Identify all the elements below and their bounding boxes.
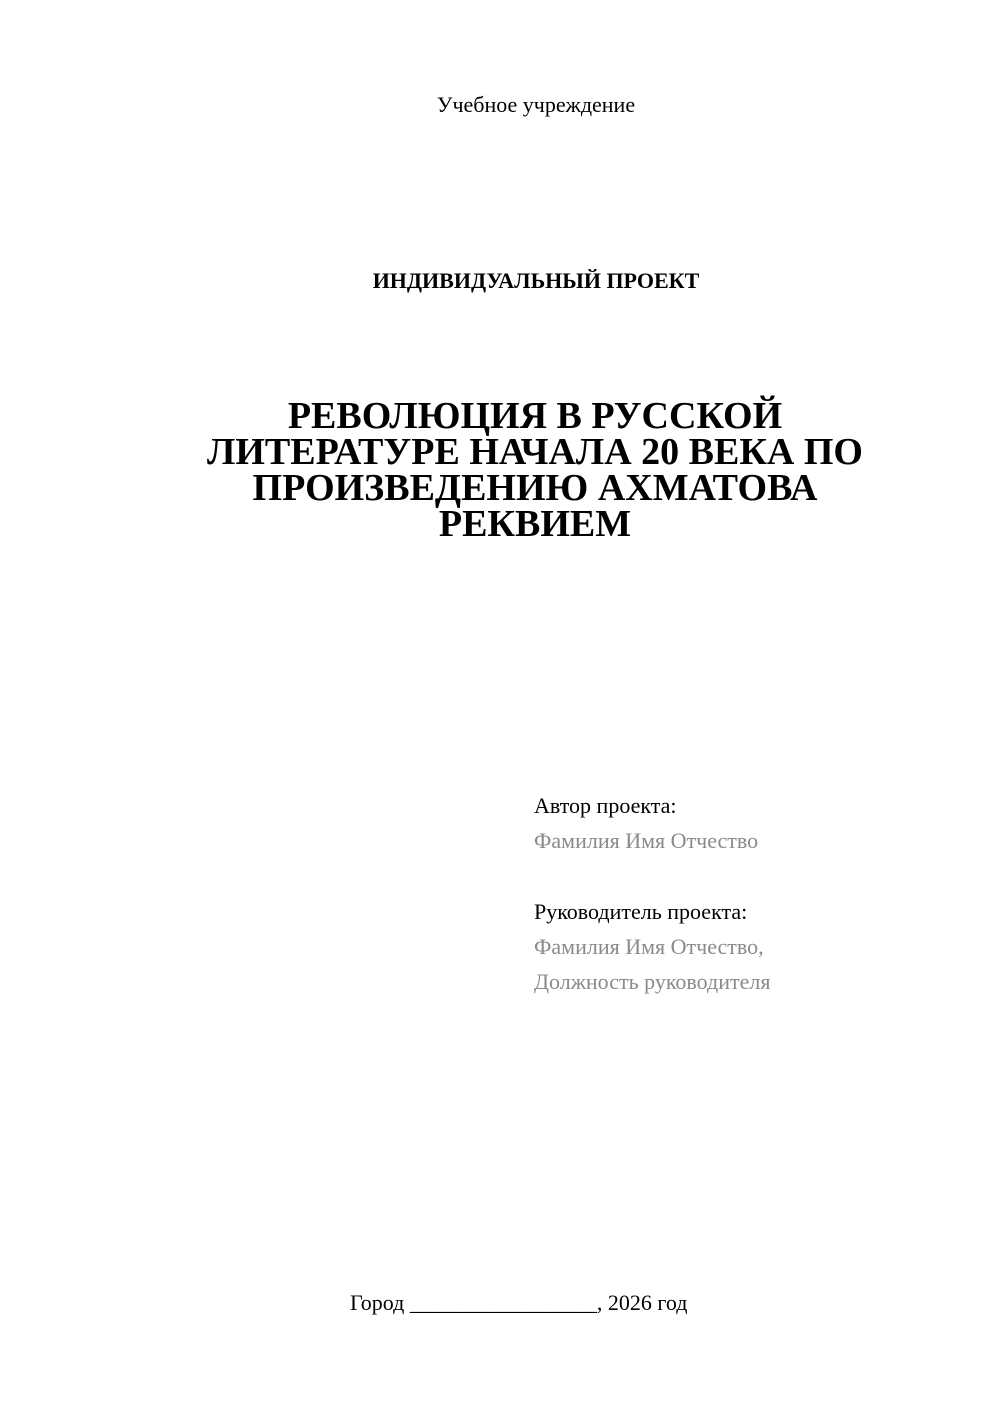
title-line: РЕКВИЕМ <box>438 503 632 545</box>
credits-spacer <box>534 858 770 894</box>
supervisor-position: Должность руководителя <box>534 969 771 994</box>
project-title <box>150 395 920 545</box>
city-blank: _________________ <box>409 1290 597 1315</box>
title-line: РЕВОЛЮЦИЯ В РУССКОЙ <box>287 395 783 437</box>
title-line: ЛИТЕРАТУРЕ НАЧАЛА 20 ВЕКА ПО <box>207 431 863 473</box>
supervisor-label: Руководитель проекта: <box>534 899 748 924</box>
institution-name: Учебное учреждение <box>436 92 636 117</box>
city-label: Город <box>350 1290 405 1315</box>
title-line: ПРОИЗВЕДЕНИЮ АХМАТОВА <box>252 467 818 509</box>
project-credits <box>534 788 770 999</box>
city-year-line <box>350 1290 687 1316</box>
project-type-heading: ИНДИВИДУАЛЬНЫЙ ПРОЕКТ <box>372 268 700 293</box>
author-label: Автор проекта: <box>534 793 677 818</box>
year-text: , 2026 год <box>596 1290 688 1315</box>
supervisor-name: Фамилия Имя Отчество, <box>534 934 764 959</box>
author-name: Фамилия Имя Отчество <box>534 828 759 853</box>
